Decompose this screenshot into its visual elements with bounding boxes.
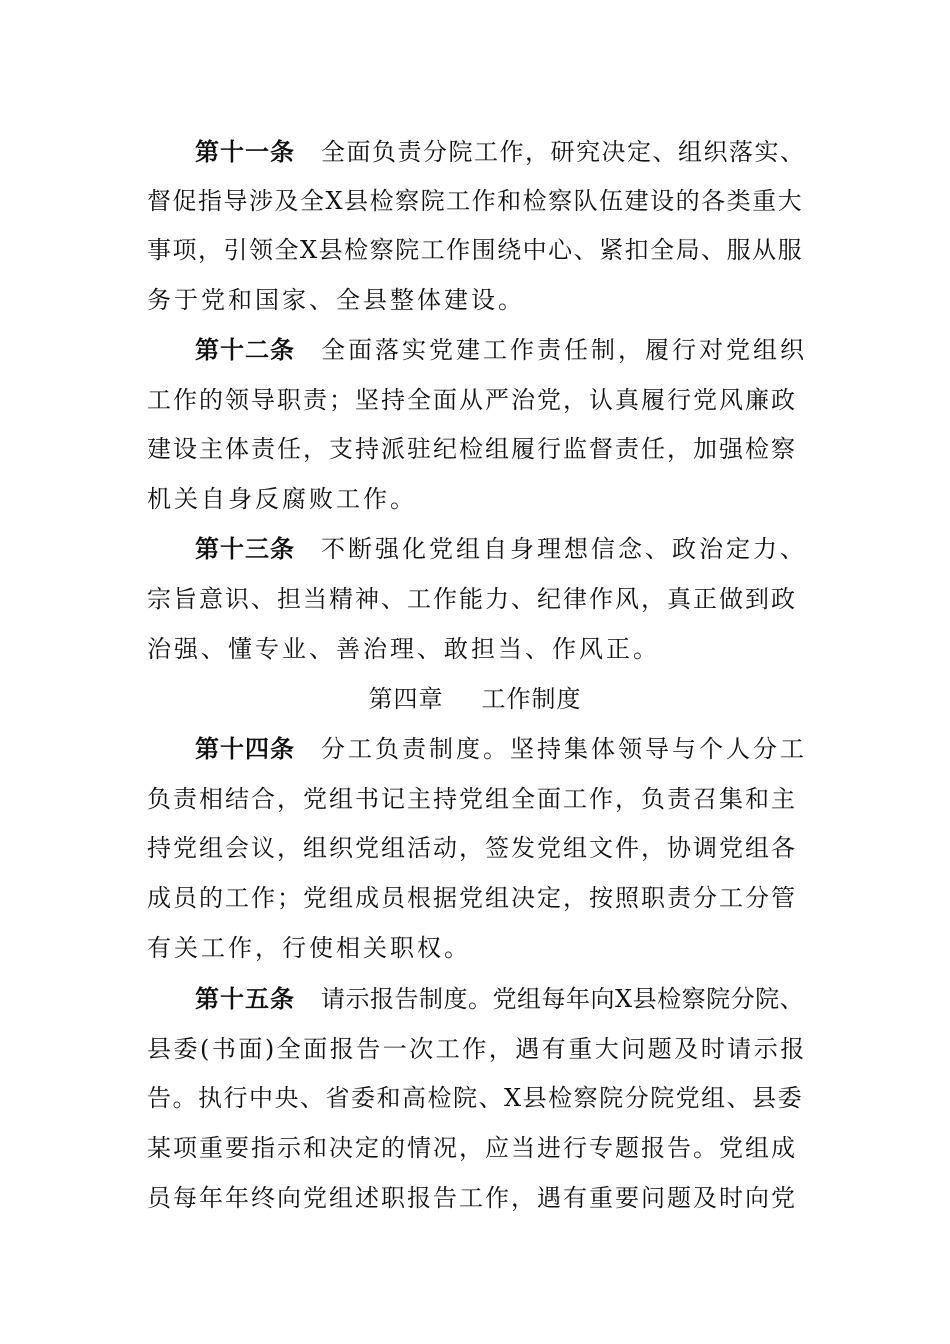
article-14-line-4: 成员的工作；党组成员根据党组决定，按照职责分工分管	[147, 884, 797, 912]
article-13-line-2: 宗旨意识、担当精神、工作能力、纪律作风，真正做到政	[147, 585, 797, 613]
article-12-line-2: 工作的领导职责；坚持全面从严治党，认真履行党风廉政	[147, 386, 797, 414]
article-14-line-2: 负责相结合，党组书记主持党组全面工作，负责召集和主	[147, 785, 797, 813]
article-12-line-4: 机关自身反腐败工作。	[147, 485, 417, 513]
article-13-label: 第十三条	[195, 535, 295, 563]
article-13-line-3: 治强、懂专业、善治理、敢担当、作风正。	[147, 635, 660, 663]
chapter-title: 工作制度	[481, 685, 582, 713]
article-15-line-2: 县委(书面)全面报告一次工作，遇有重大问题及时请示报	[147, 1035, 807, 1063]
article-11-line-1: 第十一条 全面负责分院工作，研究决定、组织落实、	[195, 138, 806, 166]
article-14-line-3: 持党组会议，组织党组活动，签发党组文件，协调党组各	[147, 834, 797, 862]
article-14-line-5: 有关工作，行使相关职权。	[147, 934, 471, 962]
article-15-line-4: 某项重要指示和决定的情况，应当进行专题报告。党组成	[147, 1134, 797, 1162]
article-15-line-1: 第十五条 请示报告制度。党组每年向X县检察院分院、	[195, 985, 805, 1013]
article-12-label: 第十二条	[195, 336, 295, 364]
article-11-line-2: 督促指导涉及全X县检察院工作和检察队伍建设的各类重大	[147, 187, 804, 215]
article-14-line-1: 第十四条 分工负责制度。坚持集体领导与个人分工	[195, 735, 807, 763]
chapter-heading	[0, 683, 950, 715]
article-11-line-3: 事项，引领全X县检察院工作围绕中心、紧扣全局、服从服	[147, 236, 804, 264]
article-12-line-1: 第十二条 全面落实党建工作责任制，履行对党组织	[195, 336, 807, 364]
chapter-number: 第四章	[368, 685, 444, 713]
article-15-line-5: 员每年年终向党组述职报告工作，遇有重要问题及时向党	[147, 1184, 797, 1212]
article-11-line-4: 务于党和国家、全县整体建设。	[147, 286, 525, 314]
article-15-line-3: 告。执行中央、省委和高检院、X县检察院分院党组、县委	[147, 1084, 804, 1112]
article-11-label: 第十一条	[195, 138, 295, 166]
article-13-line-1: 第十三条 不断强化党组自身理想信念、政治定力、	[195, 535, 807, 563]
article-14-label: 第十四条	[195, 735, 295, 763]
article-12-line-3: 建设主体责任，支持派驻纪检组履行监督责任，加强检察	[147, 435, 797, 463]
article-15-label: 第十五条	[195, 985, 295, 1013]
